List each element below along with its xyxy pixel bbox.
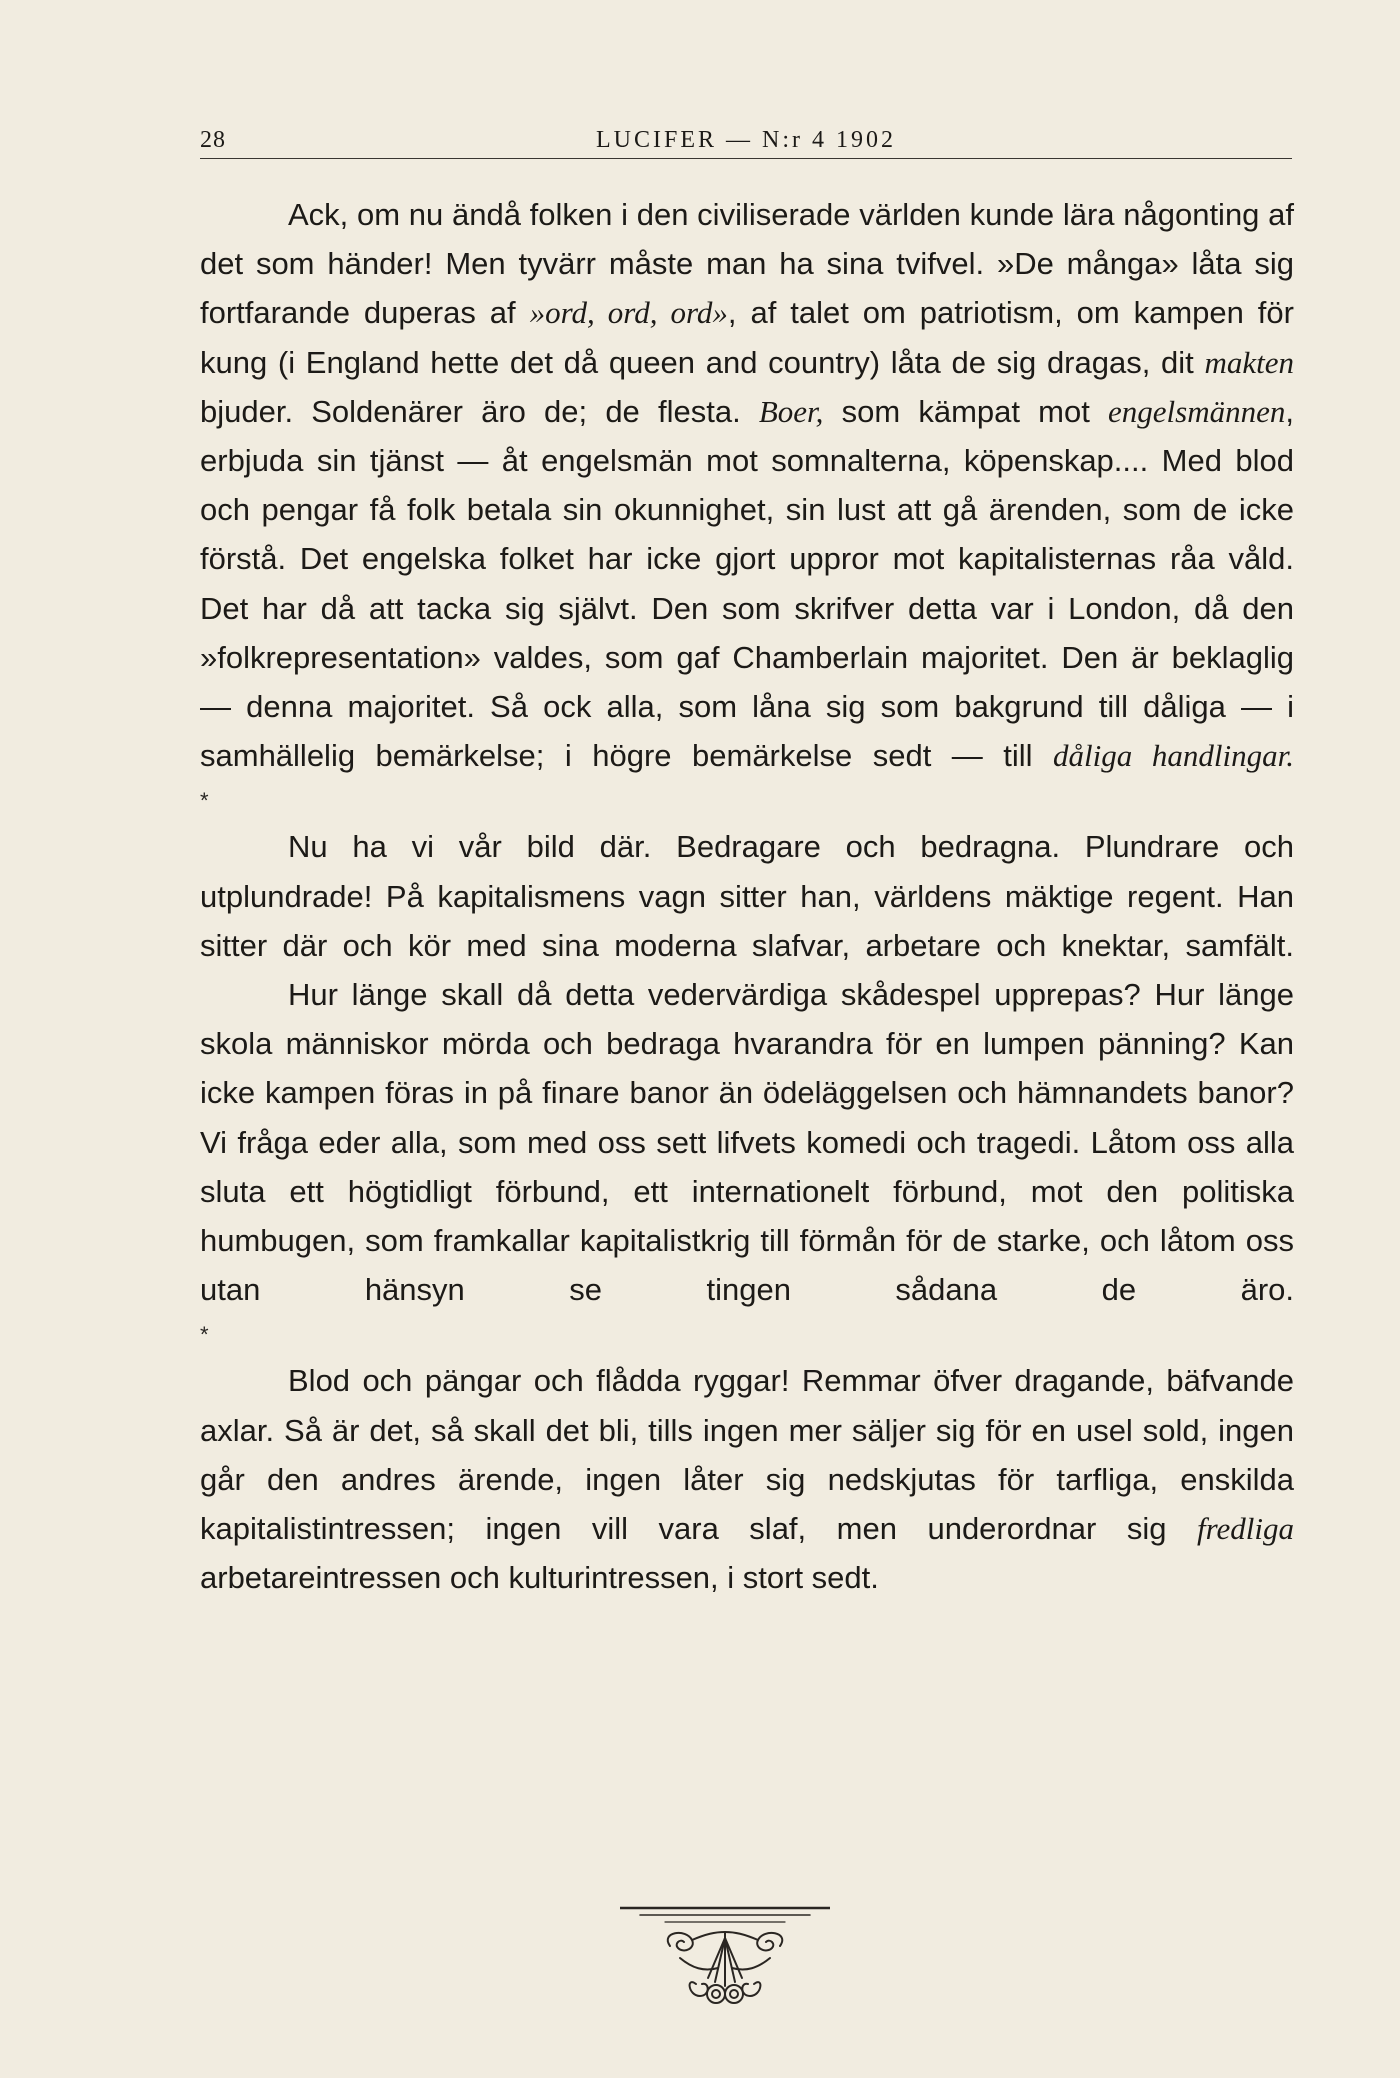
paragraph-4 — [200, 1356, 1294, 1602]
italic-phrase: dåliga handlingar. — [1053, 738, 1294, 774]
text-run: Nu ha vi vår bild där. Bedragare och bedragna. Plundrare och utplundrade! På kapitalismens vagn sitter han, världens mäktige regent. Han sitter där och kör med sina moderna slafvar, arbetare och knektar, samfält. — [200, 829, 1294, 963]
tailpiece-ornament — [620, 1898, 830, 2018]
section-separator: * — [200, 788, 209, 814]
text-run: , af talet om patriotism, om kampen för kung (i England hette det då queen and country) låta de sig dragas, dit — [200, 295, 1294, 380]
section-separator: * — [200, 1322, 209, 1348]
paragraph-1 — [200, 190, 1294, 780]
text-run: , erbjuda sin tjänst — åt engelsmän mot somnalterna, köpenskap.... Med blod och pengar få folk betala sin okunnighet, sin lust att gå ärenden, som de icke förstå. Det engelska folket har icke gjort uppror mot kapitalisternas råa våld. Det har då att tacka sig självt. Den som skrifver detta var i London, då den »folkrepresentation» valdes, som gaf Chamberlain majoritet. Den är beklaglig — denna majoritet. Så ock alla, som låna sig som bakgrund till dåliga — i samhällelig bemärkelse; i högre bemärkelse sedt — till — [200, 393, 1294, 774]
text-run: bjuder. Soldenärer äro de; de flesta. — [200, 393, 759, 429]
text-run: Hur länge skall då detta vedervärdiga skådespel upprepas? Hur länge skola människor mörda och bedraga hvarandra för en lumpen pänning? Kan icke kampen föras in på finare banor än ödeläggelsen och hämnandets banor? Vi fråga eder alla, som med oss sett lifvets komedi och tragedi. Låtom oss alla sluta ett högtidligt förbund, ett internationelt förbund, mot den politiska humbugen, som framkallar kapitalistkrig till förmån för de starke, och låtom oss utan hänsyn se tingen sådana de äro. — [200, 977, 1294, 1308]
running-header — [200, 120, 1292, 159]
text-run: Ack, om nu ändå folken i den civiliserade världen kunde lära någonting af det som händer! Men tyvärr måste man ha sina tvifvel. »De många» låta sig fortfarande duperas af — [200, 197, 1294, 331]
running-title: LUCIFER — N:r 4 1902 — [596, 127, 896, 153]
italic-phrase: Boer, — [758, 393, 824, 429]
text-run: arbetareintressen och kulturintressen, i stort sedt. — [200, 1560, 879, 1596]
article-body — [200, 190, 1294, 1602]
italic-phrase: engelsmännen — [1108, 393, 1286, 429]
paragraph-3 — [200, 970, 1294, 1314]
italic-phrase: makten — [1204, 344, 1294, 380]
text-run: Blod och pängar och flådda ryggar! Remmar öfver dragande, bäfvande axlar. Så är det, så skall det bli, tills ingen mer säljer sig för en usel sold, ingen går den andres ärende, ingen låter sig nedskjutas för tarfliga, enskilda kapitalistintressen; ingen vill vara slaf, men underordnar sig — [200, 1363, 1294, 1547]
paragraph-2 — [200, 822, 1294, 970]
text-run: som kämpat mot — [823, 393, 1109, 429]
page-number: 28 — [200, 127, 226, 153]
italic-phrase: fredliga — [1196, 1511, 1294, 1547]
italic-phrase: »ord, ord, ord» — [529, 295, 728, 331]
